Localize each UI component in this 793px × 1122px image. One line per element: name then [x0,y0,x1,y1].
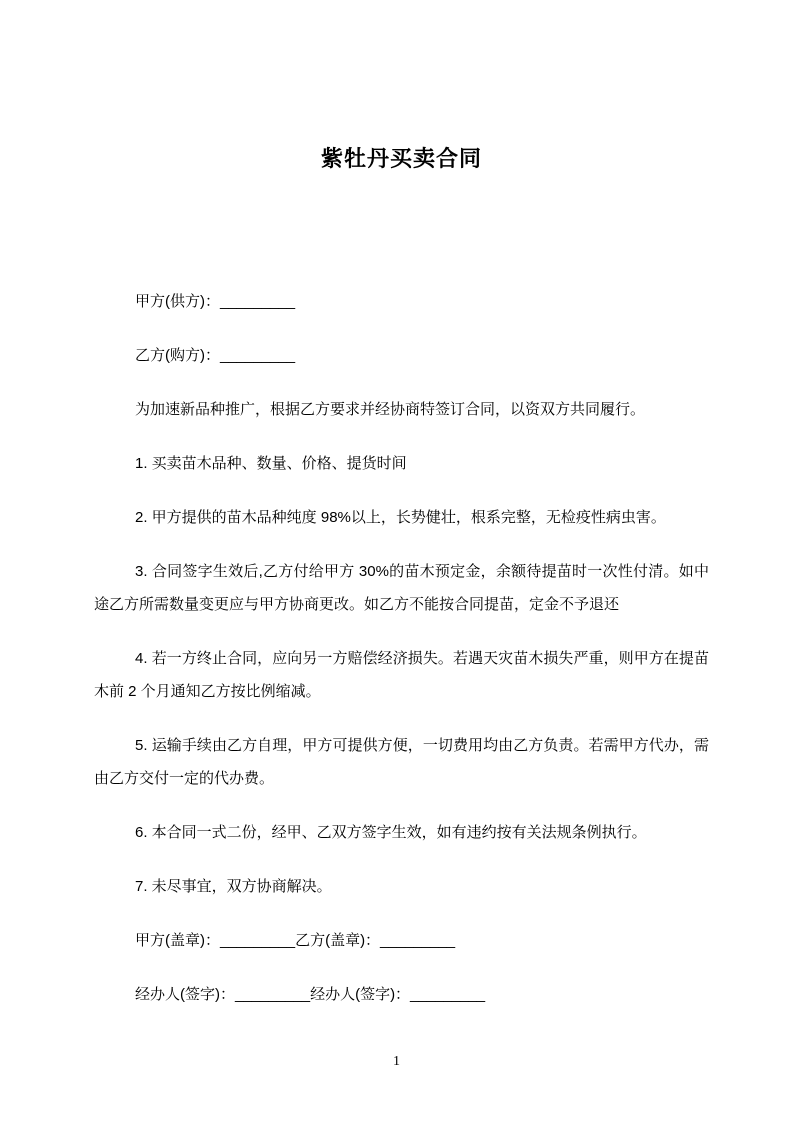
party-a-line: 甲方(供方)：_________ [135,293,296,310]
clause-1: 1. 买卖苗木品种、数量、价格、提货时间 [135,455,407,472]
clause-6: 6. 本合同一式二份，经甲、乙双方签字生效，如有违约按有关法规条例执行。 [135,824,647,841]
clause-7: 7. 未尽事宜，双方协商解决。 [135,878,332,895]
document-title: 紫牡丹买卖合同 [320,146,482,171]
handler-signature-line: 经办人(签字)：_________经办人(签字)：_________ [135,986,486,1003]
seal-signature-line: 甲方(盖章)：_________乙方(盖章)：_________ [135,932,456,949]
clause-3: 3. 合同签字生效后,乙方付给甲方 30%的苗木预定金，余额待提苗时一次性付清。如中途乙方所需数量变更应与甲方协商更改。如乙方不能按合同提苗，定金不予退还 [94,563,709,613]
preamble-paragraph: 为加速新品种推广，根据乙方要求并经协商特签订合同，以资双方共同履行。 [135,401,646,418]
party-b-line: 乙方(购方)：_________ [135,347,296,364]
page-number: 1 [393,1054,400,1069]
clause-4: 4. 若一方终止合同，应向另一方赔偿经济损失。若遇天灾苗木损失严重，则甲方在提苗木前 2 个月通知乙方按比例缩减。 [94,650,709,700]
clause-2: 2. 甲方提供的苗木品种纯度 98%以上，长势健壮，根系完整，无检疫性病虫害。 [135,509,666,526]
clause-5: 5. 运输手续由乙方自理，甲方可提供方便，一切费用均由乙方负责。若需甲方代办，需由乙方交付一定的代办费。 [94,737,709,787]
